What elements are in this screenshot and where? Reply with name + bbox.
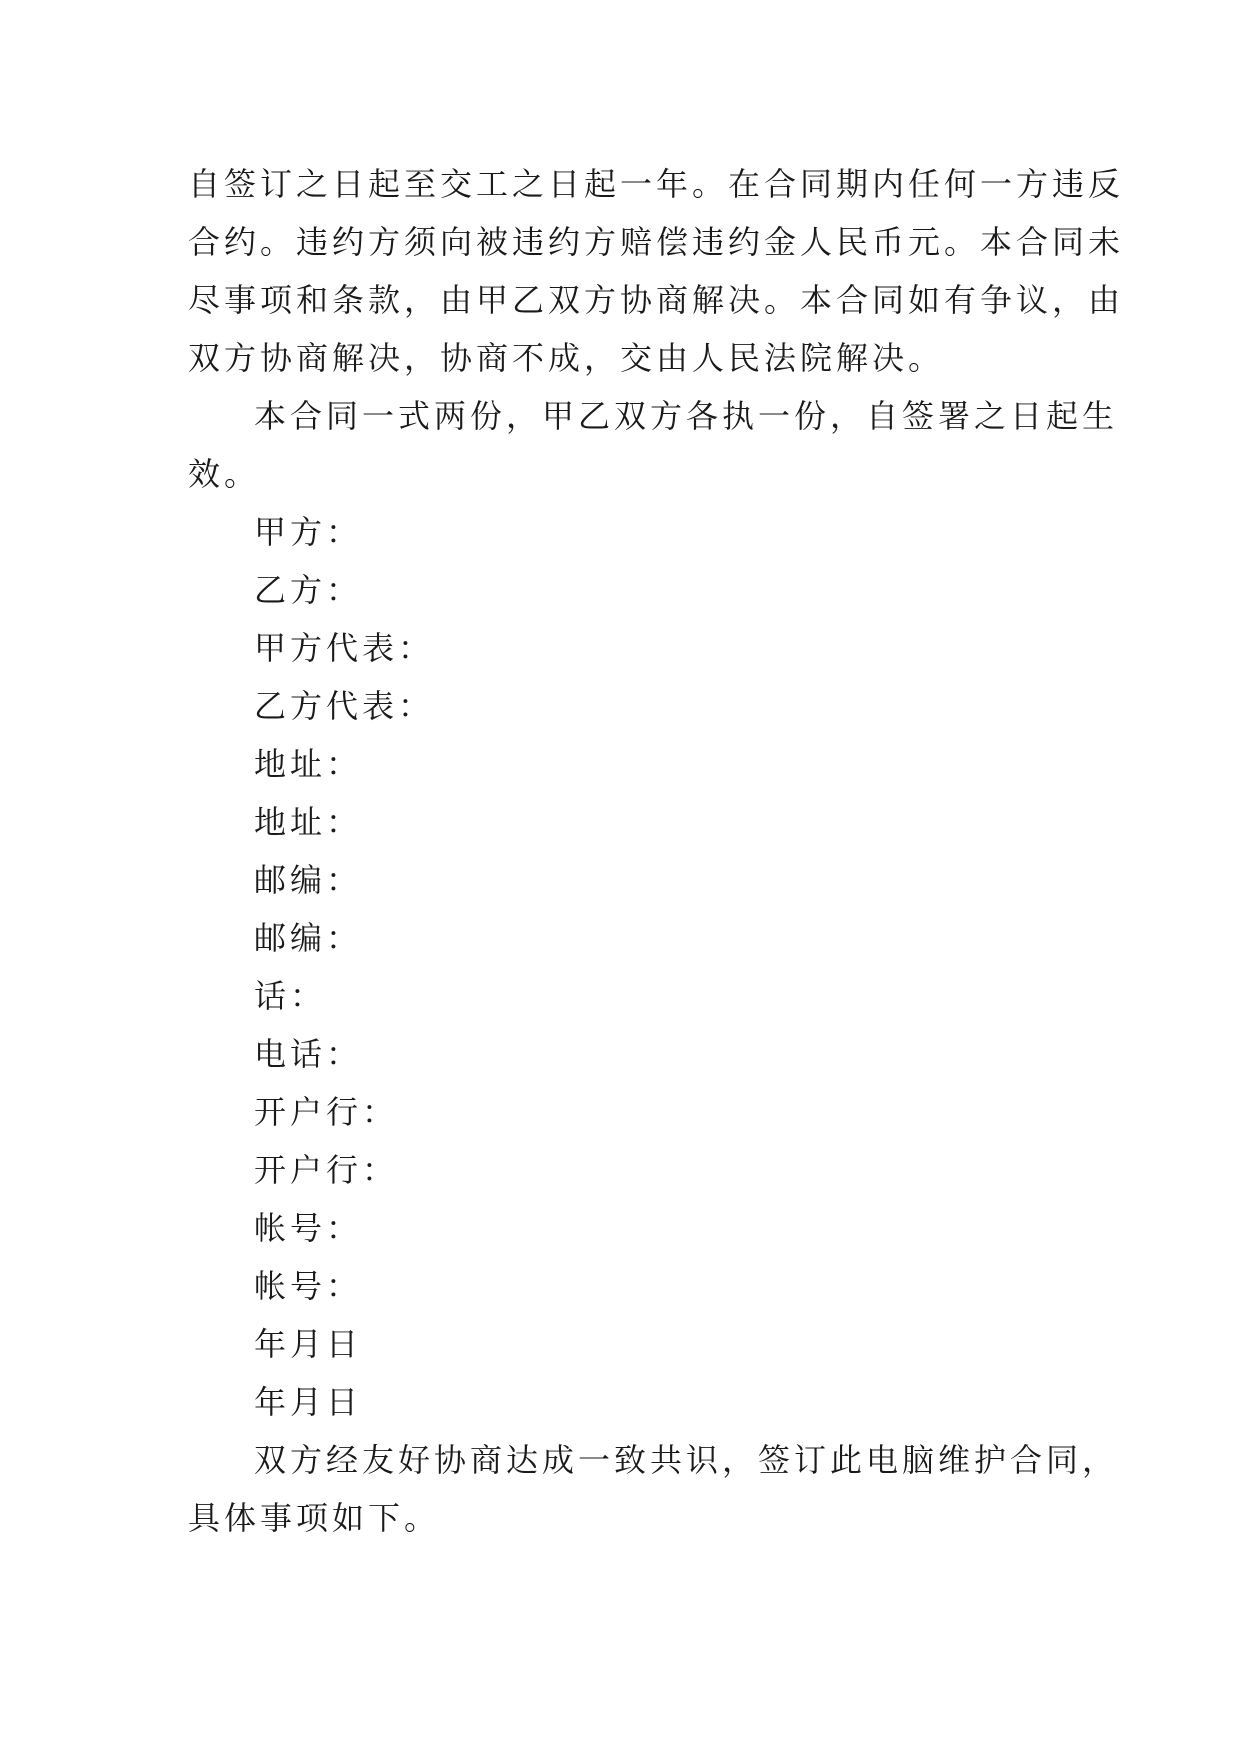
address-label: 地址： [254,745,363,783]
date-label: 年月日 [254,1325,363,1363]
paragraph-line: 本合同一式两份，甲乙双方各执一份，自签署之日起生 [254,397,1119,435]
paragraph-line: 自签订之日起至交工之日起一年。在合同期内任何一方违反 [188,165,1125,203]
address-label: 地址： [254,803,363,841]
paragraph-line: 具体事项如下。 [188,1499,441,1537]
paragraph-line: 效。 [188,455,261,493]
paragraph-line: 尽事项和条款，由甲乙双方协商解决。本合同如有争议，由 [188,281,1125,319]
postcode-label: 邮编： [254,861,363,899]
phone-label: 电话： [254,1035,363,1073]
phone-label: 话： [254,977,327,1015]
party-a-rep-label: 甲方代表： [254,629,435,667]
paragraph-line: 合约。违约方须向被违约方赔偿违约金人民币元。本合同未 [188,223,1125,261]
account-label: 帐号： [254,1267,363,1305]
party-b-label: 乙方： [254,571,363,609]
document-body [188,155,1125,1547]
date-label: 年月日 [254,1383,363,1421]
party-b-rep-label: 乙方代表： [254,687,435,725]
paragraph-line: 双方协商解决，协商不成，交由人民法院解决。 [188,339,945,377]
party-a-label: 甲方： [254,513,363,551]
bank-label: 开户行： [254,1151,399,1189]
bank-label: 开户行： [254,1093,399,1131]
paragraph-line: 双方经友好协商达成一致共识，签订此电脑维护合同， [254,1441,1119,1479]
postcode-label: 邮编： [254,919,363,957]
account-label: 帐号： [254,1209,363,1247]
